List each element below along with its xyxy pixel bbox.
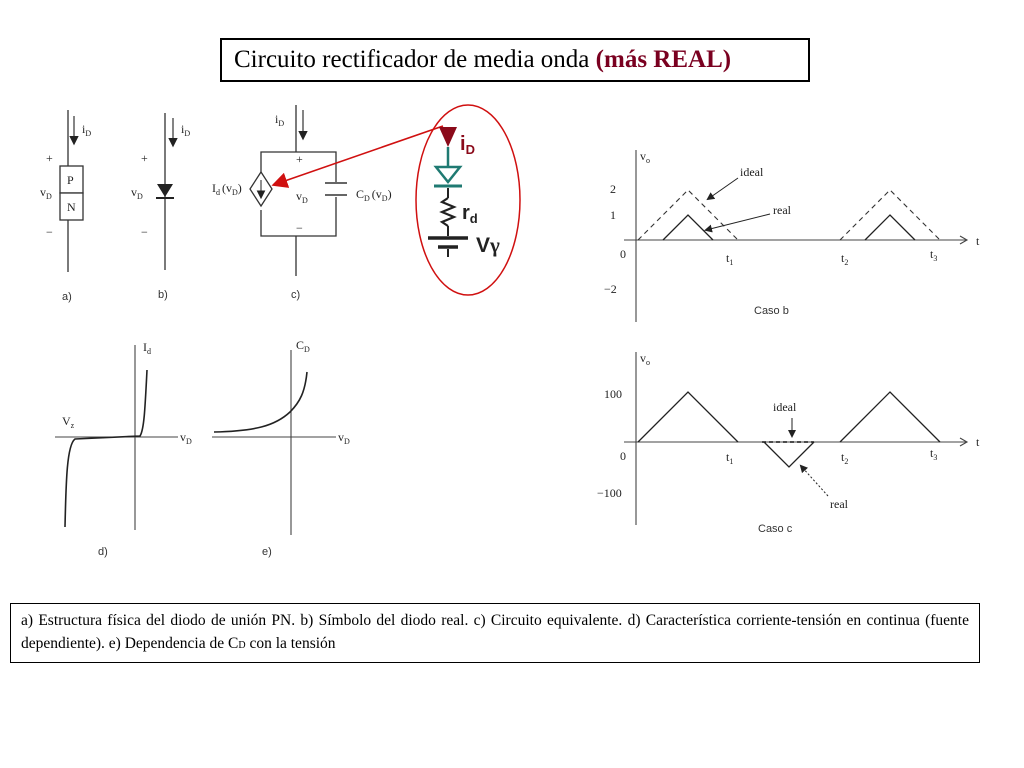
caso-b-tick-1: 1 xyxy=(610,208,616,222)
minus-label: − xyxy=(46,225,53,239)
caso-c-ideal-label: ideal xyxy=(773,400,797,414)
graph-d-vz-label: $V_z$ xyxy=(62,414,75,430)
caption-text: a) Estructura física del diodo de unión PN. b) Símbolo del diodo real. c) Circuito equivalente. d) Característica corriente-tensión en continua (fuente dependiente). e) Dependencia de C xyxy=(21,612,969,652)
caso-b-real-label: real xyxy=(773,203,791,217)
panel-label-a: a) xyxy=(62,291,72,303)
current-label: $i_D$ xyxy=(82,122,92,138)
caption-subscript: D xyxy=(238,640,246,651)
minus-label: − xyxy=(141,225,148,239)
caso-b-tick-2: 2 xyxy=(610,182,616,196)
caso-c-tick-0: 0 xyxy=(620,449,626,463)
caso-b-t1: $t_1$ xyxy=(726,251,734,267)
n-label: N xyxy=(67,200,76,214)
highlight-ellipse xyxy=(416,105,520,295)
diode-structure-a xyxy=(40,110,91,303)
model-current-label: $i_D$ xyxy=(460,133,475,157)
panel-label-c: c) xyxy=(291,289,301,301)
title-main: Circuito rectificador de media onda xyxy=(234,46,596,73)
current-label: $i_D$ xyxy=(181,122,191,138)
diode-symbol-b xyxy=(131,113,190,301)
caso-c-t3: $t_3$ xyxy=(930,446,938,462)
graph-caso-c xyxy=(597,351,980,535)
cv-curve xyxy=(214,372,307,432)
caso-c-caption: Caso c xyxy=(758,523,793,535)
graph-d xyxy=(55,340,192,558)
graph-e-ylabel: $C_D$ xyxy=(296,338,310,354)
resistor-icon xyxy=(442,198,454,226)
caso-b-tick-0: 0 xyxy=(620,247,626,261)
p-label: P xyxy=(67,173,74,187)
diode-model xyxy=(416,105,520,295)
panel-label-d: d) xyxy=(98,546,108,558)
diode-icon xyxy=(436,167,460,182)
caso-c-tick-neg100: −100 xyxy=(597,486,622,500)
voltage-label: $v_D$ xyxy=(131,185,143,201)
graph-caso-b xyxy=(604,149,980,322)
caso-b-tick-neg2: −2 xyxy=(604,282,617,296)
panel-label-e: e) xyxy=(262,546,272,558)
caption-text-end: con la tensión xyxy=(245,635,336,652)
plus-label: + xyxy=(296,152,303,166)
graph-d-ylabel: $I_d$ xyxy=(143,340,151,356)
caso-c-ylabel: $v_o$ xyxy=(640,351,650,367)
title-highlight: (más REAL) xyxy=(595,46,732,73)
caso-b-caption: Caso b xyxy=(754,305,789,317)
graph-d-xlabel: $v_D$ xyxy=(180,430,192,446)
diode-icon xyxy=(157,184,173,197)
caso-c-t-label: t xyxy=(976,435,980,449)
caso-c-t1: $t_1$ xyxy=(726,450,734,466)
caso-b-t3: $t_3$ xyxy=(930,247,938,263)
voltage-label: $v_D$ xyxy=(40,185,52,201)
caso-c-real-wave xyxy=(764,442,814,467)
capacitor-label: $C_D$ $(v_D)$ xyxy=(356,187,392,203)
caso-c-wave-1 xyxy=(638,392,738,442)
plus-label: + xyxy=(141,151,148,165)
caso-b-ideal-label: ideal xyxy=(740,165,764,179)
plus-label: + xyxy=(46,151,53,165)
caso-b-t2: $t_2$ xyxy=(841,251,849,267)
current-label: $i_D$ xyxy=(275,112,285,128)
caso-b-real-wave-1 xyxy=(663,215,713,240)
current-triangle-icon xyxy=(439,127,457,147)
model-resistor-label: $r_d$ xyxy=(462,202,478,226)
caso-c-real-label: real xyxy=(830,497,848,511)
caso-b-real-wave-2 xyxy=(865,215,915,240)
caso-b-ylabel: $v_o$ xyxy=(640,149,650,165)
minus-label: − xyxy=(296,221,303,235)
panel-label-b: b) xyxy=(158,289,168,301)
voltage-label: $v_D$ xyxy=(296,189,308,205)
equivalent-circuit-c xyxy=(212,105,392,301)
caso-c-t2: $t_2$ xyxy=(841,450,849,466)
graph-e-xlabel: $v_D$ xyxy=(338,430,350,446)
figure-caption xyxy=(10,603,980,663)
caso-b-t-label: t xyxy=(976,234,980,248)
caso-c-wave-2 xyxy=(840,392,940,442)
model-source-label: Vγ xyxy=(476,233,500,257)
caso-c-tick-100: 100 xyxy=(604,387,622,401)
graph-e xyxy=(212,338,350,558)
source-label: $I_d$ $(v_D)$ xyxy=(212,181,242,197)
